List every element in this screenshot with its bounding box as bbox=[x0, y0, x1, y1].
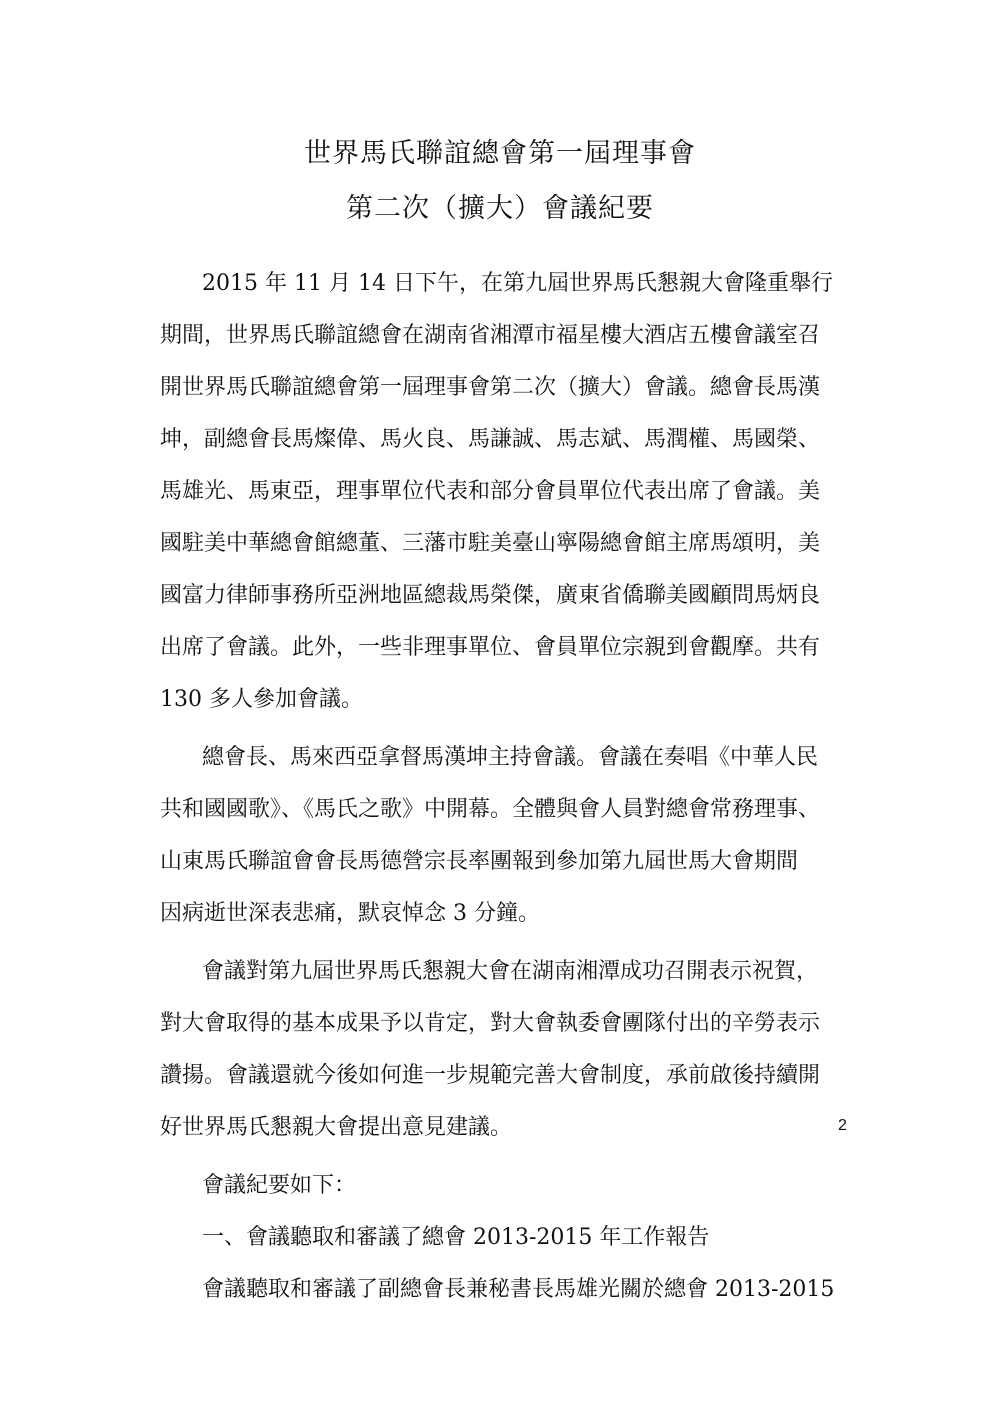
text-line: 總會長、馬來西亞拿督馬漢坤主持會議。會議在奏唱《中華人民 bbox=[202, 745, 819, 770]
minutes-intro: 會議紀要如下： bbox=[202, 1173, 357, 1198]
text-line: 讚揚。會議還就今後如何進一步規範完善大會制度，承前啟後持續開 bbox=[160, 1063, 821, 1088]
text-line: 會議對第九屆世界馬氏懇親大會在湖南湘潭成功召開表示祝賀， bbox=[202, 959, 819, 984]
document-title-line-1: 世界馬氏聯誼總會第一屆理事會 bbox=[304, 138, 696, 169]
text-line: 共和國國歌》、《馬氏之歌》中開幕。全體與會人員對總會常務理事、 bbox=[160, 797, 821, 822]
text-line: 開世界馬氏聯誼總會第一屆理事會第二次（擴大）會議。總會長馬漢 bbox=[160, 375, 821, 400]
text-line: 因病逝世深表悲痛，默哀悼念 3 分鐘。 bbox=[160, 901, 540, 926]
text-line: 好世界馬氏懇親大會提出意見建議。 bbox=[160, 1115, 513, 1140]
text-line: 山東馬氏聯誼會會長馬德營宗長率團報到參加第九屆世馬大會期間 bbox=[160, 849, 799, 874]
paragraph-opening bbox=[160, 732, 850, 940]
text-line: 國駐美中華總會館總董、三藩市駐美臺山寧陽總會館主席馬頌明，美 bbox=[160, 531, 821, 556]
section-heading: 一、會議聽取和審議了總會 2013-2015 年工作報告 bbox=[202, 1225, 710, 1250]
text-line: 坤，副總會長馬燦偉、馬火良、馬謙誠、馬志斌、馬潤權、馬國榮、 bbox=[160, 427, 821, 452]
paragraph-congratulations bbox=[160, 946, 850, 1154]
text-line: 期間，世界馬氏聯誼總會在湖南省湘潭市福星樓大酒店五樓會議室召 bbox=[160, 323, 821, 348]
document-title-line-2: 第二次（擴大）會議紀要 bbox=[346, 193, 654, 224]
text-line: 對大會取得的基本成果予以肯定，對大會執委會團隊付出的辛勞表示 bbox=[160, 1011, 821, 1036]
section-first-line: 會議聽取和審議了副總會長兼秘書長馬雄光關於總會 2013-2015 bbox=[202, 1277, 835, 1302]
text-line: 國富力律師事務所亞洲地區總裁馬榮傑，廣東省僑聯美國顧問馬炳良 bbox=[160, 583, 821, 608]
page-number: 2 bbox=[838, 1117, 847, 1134]
document-body bbox=[160, 258, 850, 1316]
text-line: 出席了會議。此外，一些非理事單位、會員單位宗親到會觀摩。共有 bbox=[160, 635, 821, 660]
text-line: 馬雄光、馬東亞，理事單位代表和部分會員單位代表出席了會議。美 bbox=[160, 479, 821, 504]
text-line: 2015 年 11 月 14 日下午，在第九屆世界馬氏懇親大會隆重舉行 bbox=[202, 271, 833, 296]
paragraph-attendance bbox=[160, 258, 850, 726]
text-line: 130 多人參加會議。 bbox=[160, 687, 363, 712]
